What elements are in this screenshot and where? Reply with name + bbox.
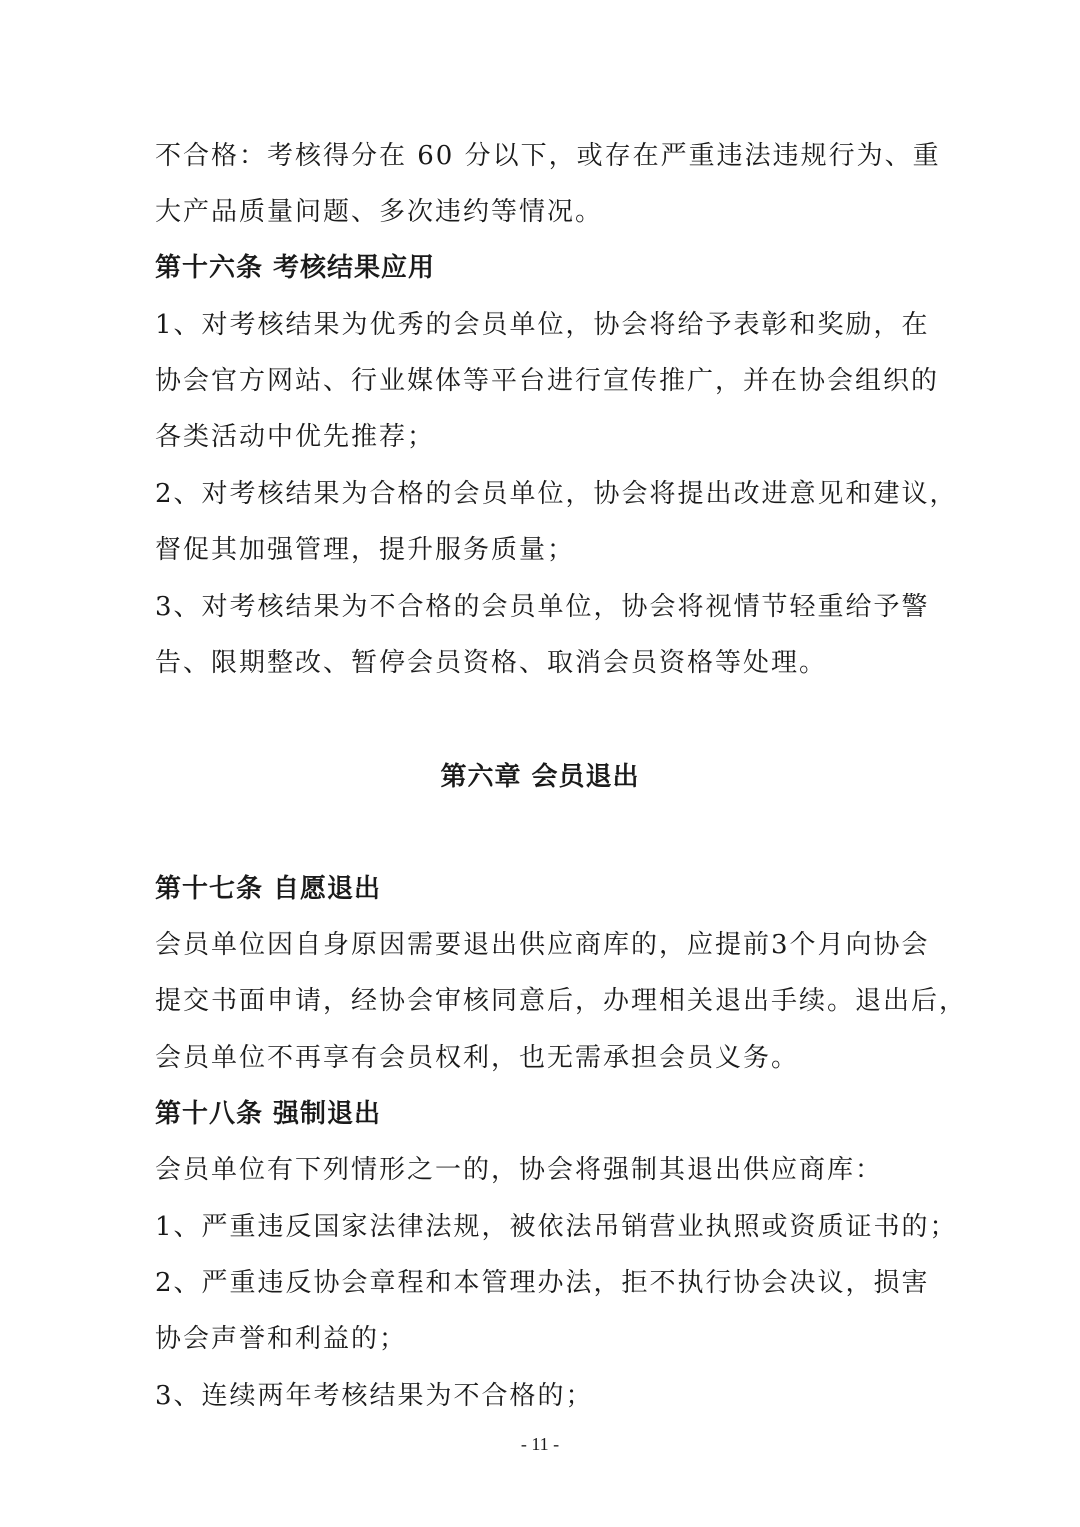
paragraph-line: 各类活动中优先推荐； (155, 422, 436, 452)
paragraph-line: 会员单位不再享有会员权利，也无需承担会员义务。 (155, 1043, 800, 1073)
paragraph-line: 2、对考核结果为合格的会员单位，协会将提出改进意见和建议， (155, 479, 958, 509)
paragraph-line: 会员单位因自身原因需要退出供应商库的，应提前3个月向协会 (155, 930, 930, 960)
paragraph-line: 督促其加强管理，提升服务质量； (155, 535, 576, 565)
paragraph-line: 3、连续两年考核结果为不合格的； (155, 1381, 594, 1411)
article-16-heading: 第十六条 考核结果应用 (155, 253, 436, 283)
article-18-heading: 第十八条 强制退出 (155, 1099, 382, 1129)
paragraph-line: 协会声誉和利益的； (155, 1324, 408, 1354)
article-17-heading: 第十七条 自愿退出 (155, 874, 382, 904)
paragraph-line: 2、严重违反协会章程和本管理办法，拒不执行协会决议，损害 (155, 1268, 930, 1298)
paragraph-line: 告、限期整改、暂停会员资格、取消会员资格等处理。 (155, 648, 828, 678)
paragraph-line: 1、严重违反国家法律法规，被依法吊销营业执照或资质证书的； (155, 1212, 958, 1242)
paragraph-line: 3、对考核结果为不合格的会员单位，协会将视情节轻重给予警 (155, 592, 930, 622)
page-number: - 11 - (520, 1434, 560, 1454)
paragraph-line: 提交书面申请，经协会审核同意后，办理相关退出手续。退出后， (155, 986, 968, 1016)
paragraph-line: 会员单位有下列情形之一的，协会将强制其退出供应商库： (155, 1155, 884, 1185)
paragraph-line: 协会官方网站、行业媒体等平台进行宣传推广，并在协会组织的 (155, 366, 940, 396)
paragraph-line: 大产品质量问题、多次违约等情况。 (155, 197, 604, 227)
paragraph-line: 不合格：考核得分在 60 分以下，或存在严重违法违规行为、重 (155, 141, 941, 171)
paragraph-line: 1、对考核结果为优秀的会员单位，协会将给予表彰和奖励，在 (155, 310, 930, 340)
chapter-6-title: 第六章 会员退出 (440, 762, 640, 792)
